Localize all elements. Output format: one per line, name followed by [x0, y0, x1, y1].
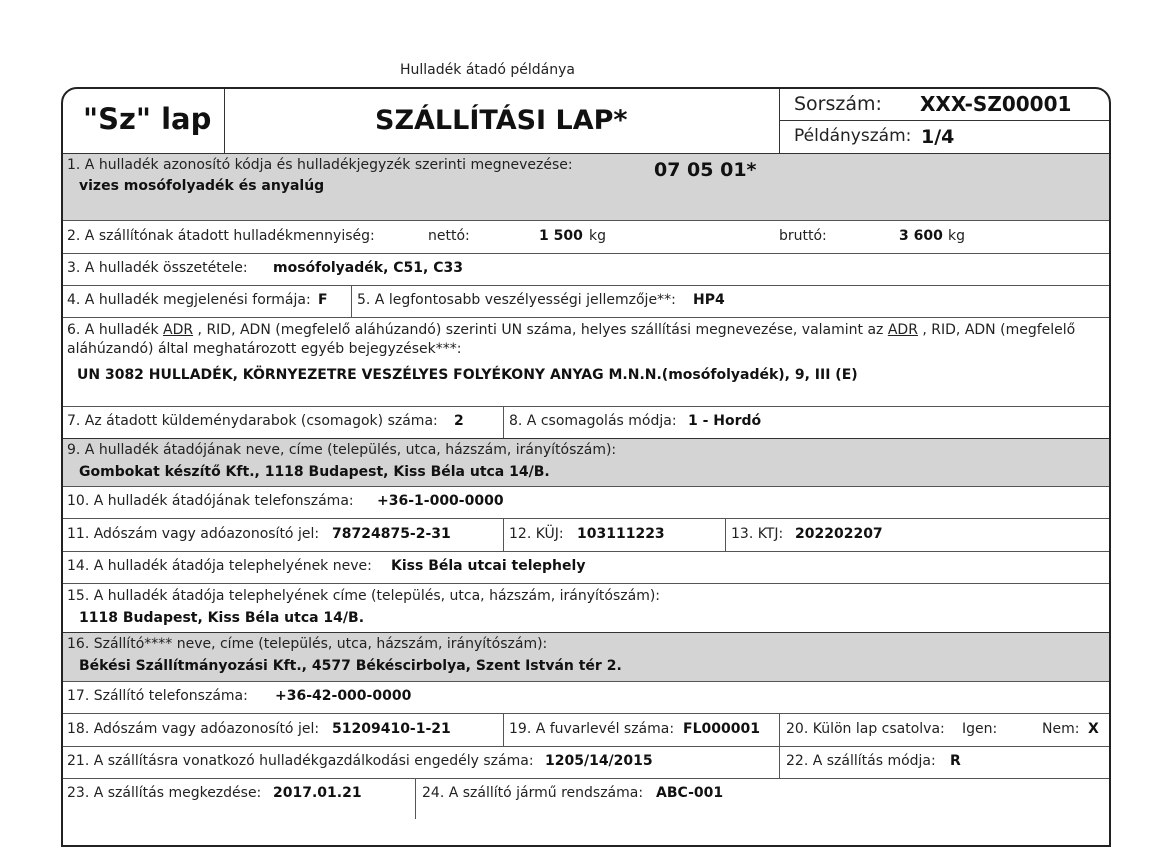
carrier-tax-id-value[interactable]: 51209410-1-21	[332, 721, 451, 737]
fields-18-20-row	[63, 714, 1111, 747]
transport-mode-value[interactable]: R	[950, 753, 961, 769]
field-6-label-part-b: , RID, ADN (megfelelő aláhúzandó) szerinti UN száma, helyes szállítási megnevezése, valamint az	[193, 322, 888, 338]
sheet-label: "Sz" lap	[83, 102, 212, 136]
field-12-kuj	[503, 519, 725, 551]
un-value[interactable]: UN 3082 HULLADÉK, KÖRNYEZETRE VESZÉLYES FOLYÉKONY ANYAG M.N.N.(mosófolyadék), 9, III (E)	[77, 367, 858, 383]
field-16-carrier	[63, 633, 1111, 682]
field-24-vehicle-plate	[415, 779, 1111, 819]
field-16-label: 16. Szállító**** neve, címe (település, utca, házszám, irányítószám):	[67, 636, 548, 652]
field-9-handover-party	[63, 439, 1111, 487]
adr-underlined-2: ADR	[887, 322, 918, 338]
field-5-label: 5. A legfontosabb veszélyességi jellemzője**:	[357, 292, 676, 308]
field-15-label: 15. A hulladék átadója telephelyének címe (település, utca, házszám, irányítószám):	[67, 588, 661, 604]
field-10-phone	[63, 487, 1111, 519]
carrier-value[interactable]: Békési Szállítmányozási Kft., 4577 Békéscirbolya, Szent István tér 2.	[79, 658, 622, 674]
handover-party-value[interactable]: Gombokat készítő Kft., 1118 Budapest, Kiss Béla utca 14/B.	[79, 464, 550, 480]
field-3-label: 3. A hulladék összetétele:	[67, 260, 248, 276]
field-8-label: 8. A csomagolás módja:	[509, 413, 677, 429]
net-value[interactable]: 1 500	[539, 228, 583, 244]
gross-unit: kg	[948, 228, 965, 244]
vehicle-plate-value[interactable]: ABC-001	[656, 785, 724, 801]
field-4-label: 4. A hulladék megjelenési formája:	[67, 292, 311, 308]
field-21-label: 21. A szállításra vonatkozó hulladékgazdálkodási engedély száma:	[67, 753, 534, 769]
field-2-quantity	[63, 221, 1111, 254]
field-19-label: 19. A fuvarlevél száma:	[509, 721, 675, 737]
field-23-start-date	[63, 779, 415, 819]
copy-number-label: Példányszám:	[794, 126, 912, 146]
field-10-label: 10. A hulladék átadójának telefonszáma:	[67, 493, 354, 509]
field-22-label: 22. A szállítás módja:	[786, 753, 936, 769]
copy-number: 1/4	[921, 126, 955, 148]
field-21-permit	[63, 747, 779, 778]
waste-name[interactable]: vizes mosófolyadék és anyalúg	[79, 178, 325, 194]
field-18-carrier-tax-id	[63, 714, 503, 746]
permit-value[interactable]: 1205/14/2015	[545, 753, 653, 769]
fields-21-22-row	[63, 747, 1111, 779]
field-7-packages	[63, 407, 503, 438]
field-2-label: 2. A szállítónak átadott hulladékmennyiség:	[67, 228, 375, 244]
serial-label: Sorszám:	[794, 93, 882, 115]
field-14-site-name	[63, 552, 1111, 584]
site-name-value[interactable]: Kiss Béla utcai telephely	[391, 558, 586, 574]
field-17-carrier-phone	[63, 682, 1111, 714]
waybill-value[interactable]: FL000001	[683, 721, 760, 737]
start-date-value[interactable]: 2017.01.21	[273, 785, 362, 801]
packaging-value[interactable]: 1 - Hordó	[688, 413, 762, 429]
field-20-attachment	[779, 714, 1111, 746]
field-1-waste-code	[63, 154, 1111, 221]
hazard-value[interactable]: HP4	[693, 292, 725, 308]
field-5-hazard	[351, 286, 1111, 317]
attachment-yes-label[interactable]: Igen:	[962, 721, 998, 737]
field-11-tax-id	[63, 519, 503, 551]
ktj-value[interactable]: 202202207	[795, 526, 883, 542]
composition-value[interactable]: mosófolyadék, C51, C33	[273, 260, 463, 276]
field-6-label-part-c: , RID, ADN (megfelelő	[917, 322, 1076, 338]
field-17-label: 17. Szállító telefonszáma:	[67, 688, 248, 704]
field-12-label: 12. KÜJ:	[509, 526, 564, 542]
field-13-ktj	[725, 519, 1111, 551]
net-unit: kg	[589, 228, 606, 244]
field-6-label-part-a: 6. A hulladék	[67, 322, 163, 338]
kuj-value[interactable]: 103111223	[577, 526, 665, 542]
form-value[interactable]: F	[318, 292, 328, 308]
fields-11-13-row	[63, 519, 1111, 552]
field-20-label: 20. Külön lap csatolva:	[786, 721, 945, 737]
gross-label: bruttó:	[779, 228, 827, 244]
field-6-un-number	[63, 318, 1111, 407]
field-11-label: 11. Adószám vagy adóazonosító jel:	[67, 526, 320, 542]
fields-23-24-row	[63, 779, 1111, 819]
field-24-label: 24. A szállító jármű rendszáma:	[422, 785, 644, 801]
fields-4-5-row	[63, 286, 1111, 318]
waste-code[interactable]: 07 05 01*	[654, 159, 757, 181]
field-4-form	[63, 286, 351, 317]
delivery-note-form	[61, 87, 1111, 847]
field-15-site-address	[63, 584, 1111, 633]
fields-7-8-row	[63, 407, 1111, 439]
header-row	[63, 89, 1111, 154]
copy-caption: Hulladék átadó példánya	[400, 62, 575, 78]
field-7-label: 7. Az átadott küldeménydarabok (csomagok) száma:	[67, 413, 438, 429]
tax-id-value[interactable]: 78724875-2-31	[332, 526, 451, 542]
field-14-label: 14. A hulladék átadója telephelyének neve:	[67, 558, 372, 574]
field-1-label: 1. A hulladék azonosító kódja és hulladékjegyzék szerinti megnevezése:	[67, 157, 573, 173]
sheet-label-cell	[63, 89, 224, 153]
net-label: nettó:	[428, 228, 470, 244]
field-8-packaging	[503, 407, 1111, 438]
attachment-no-label[interactable]: Nem:	[1042, 721, 1080, 737]
field-19-waybill	[503, 714, 779, 746]
field-6-label-line2: aláhúzandó) által meghatározott egyéb bejegyzések***:	[67, 341, 462, 357]
field-22-transport-mode	[779, 747, 1111, 778]
handover-phone-value[interactable]: +36-1-000-0000	[377, 493, 504, 509]
site-address-value[interactable]: 1118 Budapest, Kiss Béla utca 14/B.	[79, 610, 365, 626]
field-18-label: 18. Adószám vagy adóazonosító jel:	[67, 721, 320, 737]
carrier-phone-value[interactable]: +36-42-000-0000	[275, 688, 412, 704]
field-23-label: 23. A szállítás megkezdése:	[67, 785, 262, 801]
field-9-label: 9. A hulladék átadójának neve, címe (település, utca, házszám, irányítószám):	[67, 442, 617, 458]
field-13-label: 13. KTJ:	[731, 526, 784, 542]
title-cell	[224, 89, 779, 153]
serial-number: XXX-SZ00001	[920, 92, 1072, 116]
serial-cell	[779, 89, 1111, 153]
adr-underlined: ADR	[163, 322, 194, 338]
attachment-no-mark[interactable]: X	[1088, 721, 1099, 737]
field-6-label-line1	[67, 322, 1075, 338]
form-title: SZÁLLÍTÁSI LAP*	[375, 105, 628, 136]
packages-value[interactable]: 2	[454, 413, 464, 429]
gross-value[interactable]: 3 600	[899, 228, 943, 244]
field-3-composition	[63, 254, 1111, 286]
